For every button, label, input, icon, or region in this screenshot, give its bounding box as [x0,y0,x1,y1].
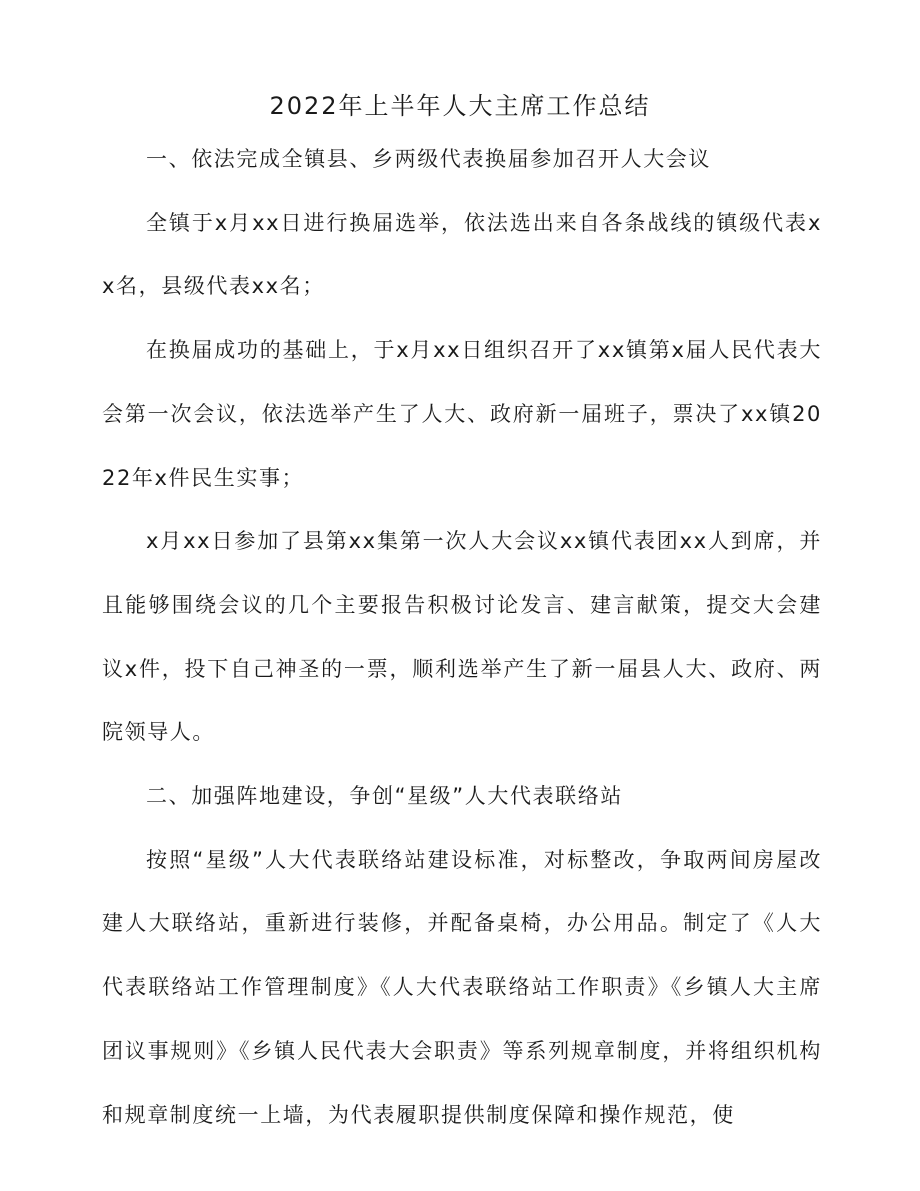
paragraph: 按照“星级”人大代表联络站建设标准，对标整改，争取两间房屋改建人大联络站，重新进行装修，并配备桌椅，办公用品。制定了《人大代表联络站工作管理制度》《人大代表联络站工作职责》《乡镇人大主席团议事规则》《乡镇人民代表大会职责》等系列规章制度，并将组织机构和规章制度统一上墙，为代表履职提供制度保障和操作规范，使 [102,847,822,1127]
document-body [102,128,822,1147]
section-heading-1: 一、依法完成全镇县、乡两级代表换届参加召开人大会议 [146,147,711,171]
paragraph: 全镇于x月xx日进行换届选举，依法选出来自各条战线的镇级代表xx名，县级代表xx名； [102,210,822,299]
paragraph: 在换届成功的基础上，于x月xx日组织召开了xx镇第x届人民代表大会第一次会议，依法选举产生了人大、政府新一届班子，票决了xx镇2022年x件民生实事； [102,338,822,490]
section-heading-2: 二、加强阵地建设，争创“星级”人大代表联络站 [146,784,623,809]
document-title: 2022年上半年人大主席工作总结 [269,92,651,120]
paragraph: x月xx日参加了县第xx集第一次人大会议xx镇代表团xx人到席，并且能够围绕会议的几个主要报告积极讨论发言、建言献策，提交大会建议x件，投下自己神圣的一票，顺利选举产生了新一届县人大、政府、两院领导人。 [102,529,822,745]
